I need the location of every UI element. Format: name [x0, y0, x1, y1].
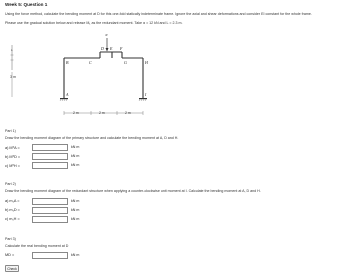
part1-c-input[interactable]: [32, 162, 68, 169]
part3-md-label: MD =: [5, 253, 15, 257]
node-b: B: [66, 60, 69, 65]
height-dimension-label: 3 m: [10, 75, 16, 79]
node-h: H: [145, 60, 148, 65]
part2-title: Part 2): [5, 182, 16, 186]
problem-line-2: Please use the gradual solution below and release M₁ as the redundant moment. Take α = 12 kN and L = 2.3 m.: [5, 21, 183, 25]
part2-a-input[interactable]: [32, 198, 68, 205]
node-g: G: [124, 60, 127, 65]
part2-c-label: c) m₁H =: [5, 217, 20, 221]
part2-c-input[interactable]: [32, 216, 68, 223]
part3-description: Calculate the real bending moment at D: [5, 244, 69, 248]
node-e: E: [110, 46, 113, 51]
node-a: A: [66, 92, 69, 97]
part1-c-unit: kN m: [71, 163, 80, 167]
axis-label: L: [11, 48, 13, 52]
part3-md-input[interactable]: [32, 252, 68, 259]
frame-members: [64, 52, 143, 98]
part2-b-unit: kN m: [71, 208, 80, 212]
support-a: [60, 98, 68, 101]
span-1-label: 2 m: [73, 111, 79, 116]
part2-a-label: a) m₁A =: [5, 199, 20, 203]
span-dimensions: [64, 111, 143, 115]
part1-title: Part 1): [5, 129, 16, 133]
part2-b-label: b) m₁D =: [5, 208, 20, 212]
span-2-label: 2 m: [99, 111, 105, 116]
part2-description: Draw the bending moment diagram of the redundant structure when applying a counter-clockwise unit moment at I. Calculate the bending moment at A, D and H.: [5, 189, 261, 193]
node-i: I: [145, 92, 147, 97]
part1-description: Draw the bending moment diagram of the primary structure and calculate the bending moment at A, D and H.: [5, 136, 179, 140]
part2-b-input[interactable]: [32, 207, 68, 214]
part2-a-unit: kN m: [71, 199, 80, 203]
part1-a-unit: kN m: [71, 145, 80, 149]
axis-indicator: [10, 45, 14, 70]
point-load: [106, 33, 109, 52]
part1-a-label: a) M⁰A =: [5, 146, 20, 150]
node-c: C: [89, 60, 92, 65]
node-f: F: [120, 46, 123, 51]
part3-md-unit: kN m: [71, 253, 80, 257]
support-i: [139, 98, 147, 101]
check-button[interactable]: Check: [5, 265, 19, 272]
part1-c-label: c) M⁰H =: [5, 164, 20, 168]
problem-line-1: Using the force method, calculate the bending moment at D for this one-fold statically indeterminate frame. Ignore the axial and shear deformations and consider EI constant for the whole frame.: [5, 12, 312, 16]
span-3-label: 2 m: [125, 111, 131, 116]
part2-c-unit: kN m: [71, 217, 80, 221]
part1-b-unit: kN m: [71, 154, 80, 158]
part1-a-input[interactable]: [32, 144, 68, 151]
part1-b-input[interactable]: [32, 153, 68, 160]
part3-title: Part 3): [5, 237, 16, 241]
node-d: D: [101, 46, 104, 51]
page-title: Week 5: Question 1: [5, 2, 48, 7]
part1-b-label: b) M⁰D =: [5, 155, 21, 159]
load-label: α: [105, 33, 108, 37]
